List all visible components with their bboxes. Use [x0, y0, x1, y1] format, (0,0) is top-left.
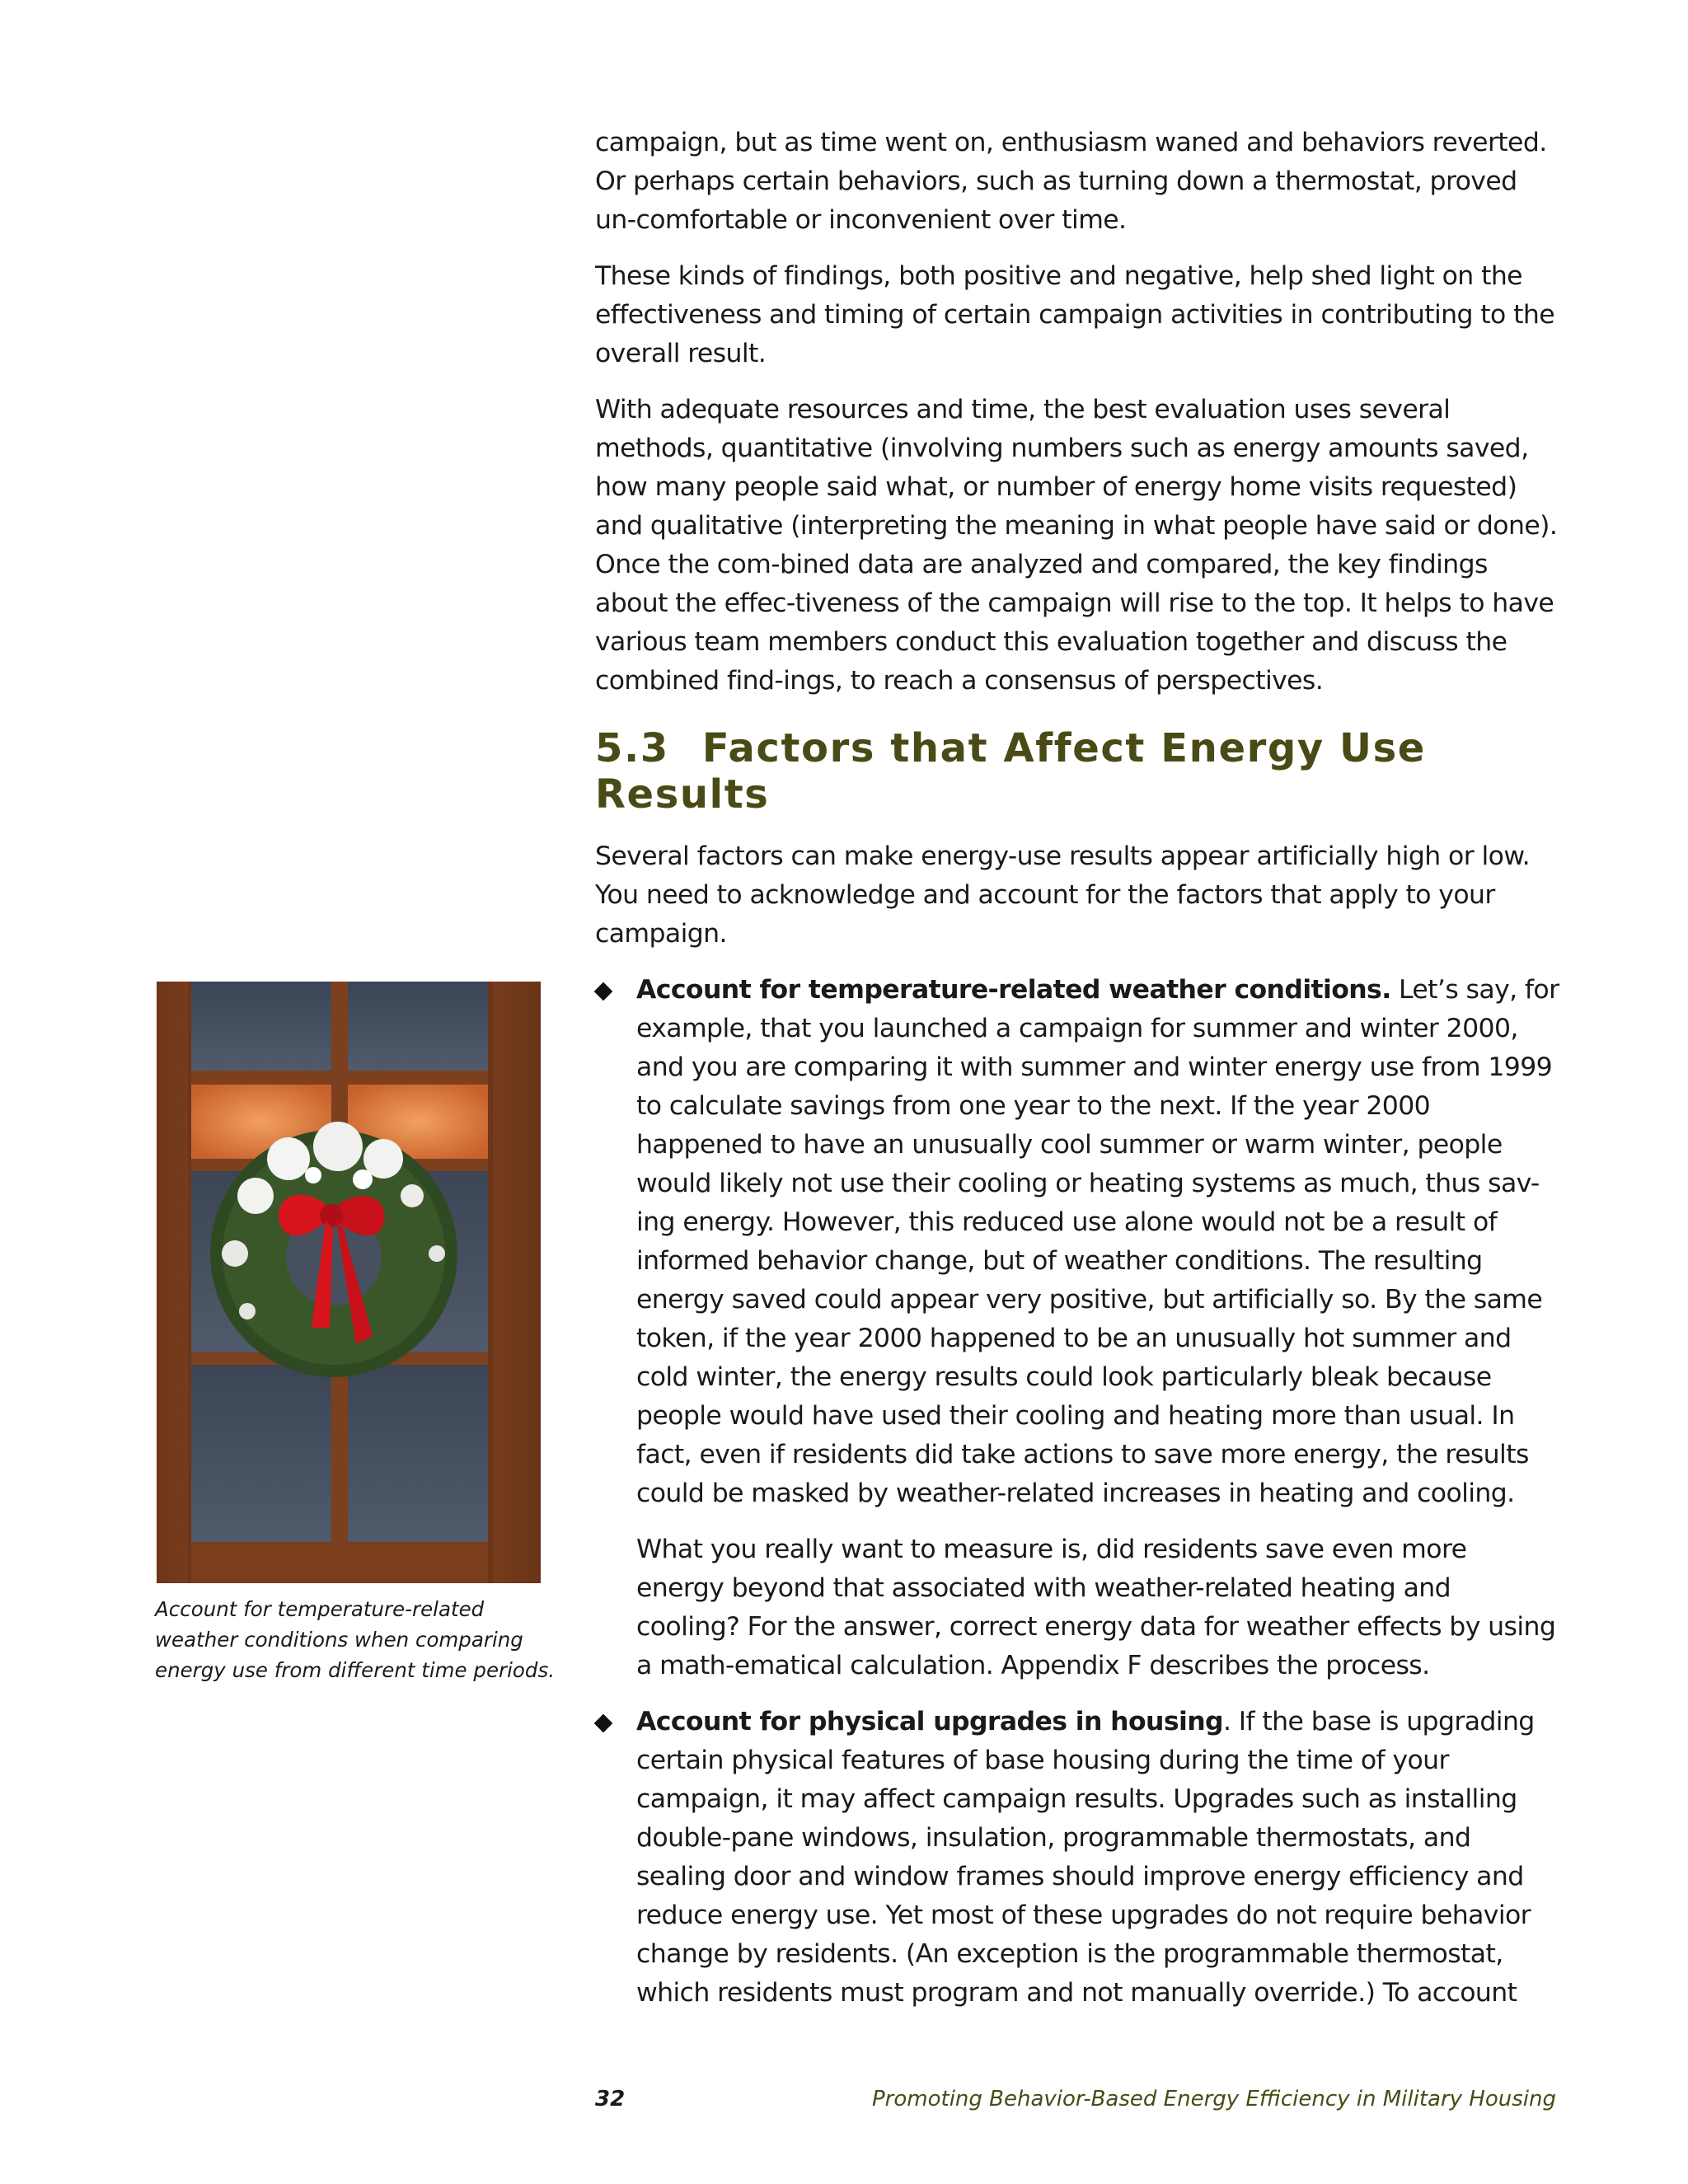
diamond-bullet-icon [594, 1714, 613, 1733]
bullet-item-weather [595, 971, 1559, 1513]
wreath-on-door-photo [157, 982, 541, 1583]
body-paragraph: With adequate resources and time, the best evaluation uses several methods, quantitative (involving numbers such as energy amounts saved, how many people said what, or number of energy home visits requested) and qualitative (interpreting the meaning in what people have said or done). Once the com-bined data are analyzed and compared, the key findings about the effec-tiveness of the campaign will rise to the top. It helps to have various team members conduct this evaluation together and discuss the combined find-ings, to reach a consensus of perspectives. [595, 395, 1558, 696]
body-paragraph: campaign, but as time went on, enthusiasm waned and behaviors reverted. Or perhaps certain behaviors, such as turning down a thermostat, proved un-comfortable or inconvenient over time. [595, 128, 1547, 235]
body-paragraph: These kinds of findings, both positive and negative, help shed light on the effectiveness and timing of certain campaign activities in contributing to the overall result. [595, 261, 1555, 368]
photo-caption: Account for temperature-related weather conditions when comparing energy use from different time periods. [155, 1597, 555, 1682]
bullet-lead: Account for physical upgrades in housing [636, 1707, 1223, 1736]
wreath-illustration [157, 982, 541, 1583]
page-number: 32 [595, 2087, 626, 2111]
section-title: Factors that Affect Energy Use Results [595, 725, 1426, 818]
diamond-bullet-icon [594, 982, 613, 1001]
section-heading [595, 725, 1559, 818]
bullet-text: . If the base is upgrading certain physical features of base housing during the time of your campaign, it may affect campaign results. Upgrades such as installing double-pane windows, insulation, programmable thermostats, and sealing door and window frames should improve energy efficiency and reduce energy use. Yet most of these upgrades do not require behavior change by residents. (An exception is the programmable thermostat, which residents must program and not manually override.) To account [636, 1707, 1535, 2008]
bullet-item-upgrades [595, 1703, 1559, 2013]
bullet-lead: Account for temperature-related weather conditions. [636, 975, 1391, 1005]
bullet-followup: What you really want to measure is, did residents save even more energy beyond that associated with weather-related heating and cooling? For the answer, correct energy data for weather effects by using a math-ematical calculation. Appendix F describes the process. [636, 1535, 1556, 1680]
bullet-text: Let’s say, for example, that you launched a campaign for summer and winter 2000, and you are comparing it with summer and winter energy use from 1999 to calculate savings from one year to the next. If the year 2000 happened to have an unusually cool summer or warm winter, people would likely not use their cooling or heating systems as much, thus sav-ing energy. However, this reduced use alone would not be a result of informed behavior change, but of weather conditions. The resulting energy saved could appear very positive, but artificially so. By the same token, if the year 2000 happened to be an unusually hot summer and cold winter, the energy results could look particularly bleak because people would have used their cooling and heating more than usual. In fact, even if residents did take actions to save more energy, the results could be masked by weather-related increases in heating and cooling. [636, 975, 1559, 1508]
running-footer-title: Promoting Behavior-Based Energy Efficiency in Military Housing [872, 2087, 1556, 2111]
section-intro: Several factors can make energy-use results appear artificially high or low. You need to acknowledge and account for the factors that apply to your campaign. [595, 841, 1531, 949]
main-text-column [595, 124, 1559, 2030]
section-number: 5.3 [595, 725, 669, 771]
